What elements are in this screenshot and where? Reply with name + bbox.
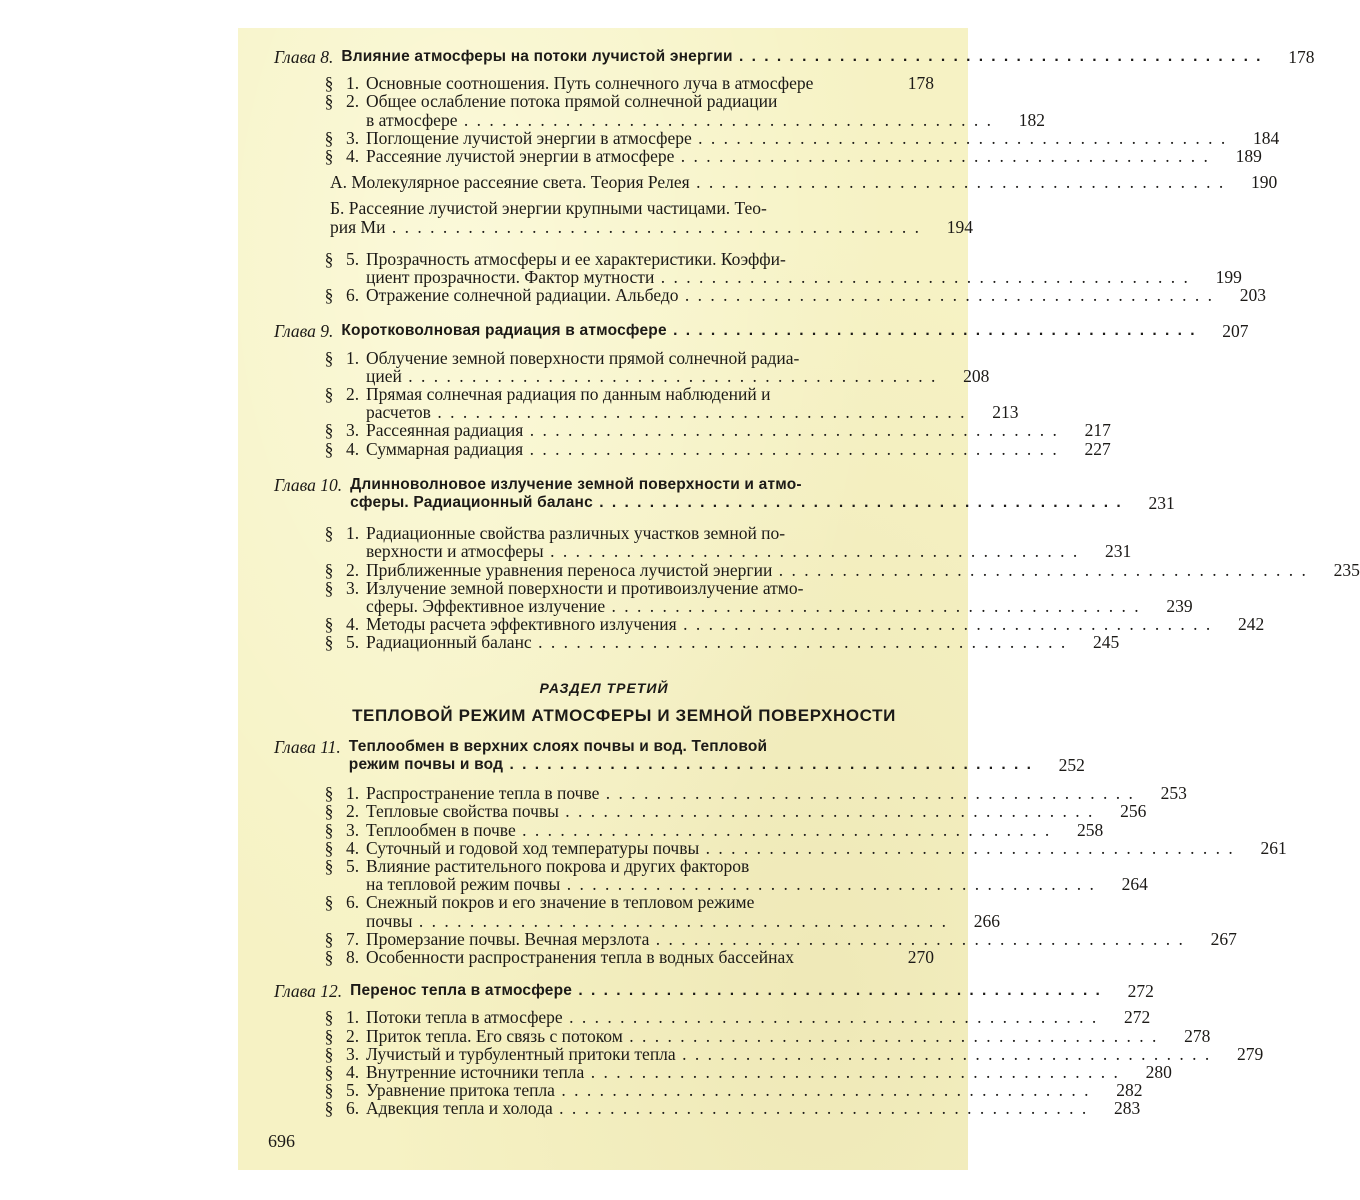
toc-entry: § 5. Радиационный баланс . . . 245 <box>274 633 934 651</box>
toc-entry: § 5. Прозрачность атмосферы и ее характеристики. Коэффи- циент прозрачности. Фактор мутности . . . 199 <box>274 250 934 286</box>
toc-entry: § 2. Прямая солнечная радиация по данным наблюдений и расчетов . . . 213 <box>274 385 934 421</box>
toc-entry: § 3. Рассеянная радиация . . . 217 <box>274 421 934 439</box>
toc-entry: § 1. Потоки тепла в атмосфере . . . 272 <box>274 1008 934 1026</box>
page-folio-number: 696 <box>268 1131 295 1151</box>
toc-chapter-11: Глава 11. Теплообмен в верхних слоях почвы и вод. Тепловой режим почвы и вод . . . 252 <box>274 738 934 774</box>
toc-entry: § 5. Влияние растительного покрова и других факторов на тепловой режим почвы . . . 264 <box>274 857 934 893</box>
toc-subentry: Б. Рассеяние лучистой энергии крупными частицами. Тео- рия Ми . . . 194 <box>274 199 934 235</box>
toc-entry: § 4. Суточный и годовой ход температуры почвы . . . 261 <box>274 839 934 857</box>
toc-entry: § 6. Отражение солнечной радиации. Альбедо . . . 203 <box>274 286 934 304</box>
section-title: ТЕПЛОВОЙ РЕЖИМ АТМОСФЕРЫ И ЗЕМНОЙ ПОВЕРХНОСТИ <box>352 705 896 725</box>
table-of-contents <box>274 47 1360 1119</box>
book-page <box>238 28 1360 1170</box>
toc-entry: § 6. Адвекция тепла и холода . . . 283 <box>274 1099 934 1117</box>
toc-entry: § 4. Внутренние источники тепла . . . 280 <box>274 1063 934 1081</box>
toc-subentry: А. Молекулярное рассеяние света. Теория Релея . . . 190 <box>274 173 934 191</box>
toc-chapter-10: Глава 10. Длинноволновое излучение земной поверхности и атмо- сферы. Радиационный баланс . . . 231 <box>274 476 934 512</box>
toc-entry: § 1. Распространение тепла в почве . . . 253 <box>274 784 934 802</box>
toc-entry: § 2. Тепловые свойства почвы . . . 256 <box>274 802 934 820</box>
toc-entry: § 7. Промерзание почвы. Вечная мерзлота . . . 267 <box>274 930 934 948</box>
toc-entry: § 3. Лучистый и турбулентный притоки тепла . . . 279 <box>274 1045 934 1063</box>
toc-entry: § 3. Теплообмен в почве . . . 258 <box>274 821 934 839</box>
toc-entry: § 5. Уравнение притока тепла . . . 282 <box>274 1081 934 1099</box>
toc-entry: § 1. Облучение земной поверхности прямой солнечной радиа- цией . . . 208 <box>274 349 934 385</box>
toc-entry: § 6. Снежный покров и его значение в тепловом режиме почвы . . . 266 <box>274 893 934 929</box>
toc-chapter-9: Глава 9. Коротковолновая радиация в атмосфере . . . 207 <box>274 322 934 340</box>
toc-entry: § 2. Общее ослабление потока прямой солнечной радиации в атмосфере . . . 182 <box>274 92 934 128</box>
toc-entry: § 4. Рассеяние лучистой энергии в атмосфере . . . 189 <box>274 147 934 165</box>
toc-entry: § 2. Приближенные уравнения переноса лучистой энергии . . . 235 <box>274 561 934 579</box>
section-label: РАЗДЕЛ ТРЕТИЙ <box>539 679 669 696</box>
toc-chapter-8 <box>274 47 1315 67</box>
toc-entry: § 4. Методы расчета эффективного излучения . . . 242 <box>274 615 934 633</box>
toc-entry: § 3. Излучение земной поверхности и противоизлучение атмо- сферы. Эффективное излучение . . . 239 <box>274 579 934 615</box>
page-number: 178 <box>1288 47 1315 67</box>
toc-entry: § 2. Приток тепла. Его связь с потоком . . . 278 <box>274 1027 934 1045</box>
toc-entry: § 1. Основные соотношения. Путь солнечного луча в атмосфере 178 <box>324 73 934 94</box>
toc-entry: § 3. Поглощение лучистой энергии в атмосфере . . . 184 <box>274 129 934 147</box>
chapter-label: Глава 8. <box>274 47 334 67</box>
toc-chapter-12: Глава 12. Перенос тепла в атмосфере . . . 272 <box>274 982 934 1000</box>
toc-entry: § 4. Суммарная радиация . . . 227 <box>274 440 934 458</box>
toc-entry: § 8. Особенности распространения тепла в водных бассейнах 270 <box>324 946 934 967</box>
toc-entry: § 1. Радиационные свойства различных участков земной по- верхности и атмосферы . . . 231 <box>274 524 934 560</box>
chapter-title: Влияние атмосферы на потоки лучистой энергии . . . <box>341 48 1262 66</box>
